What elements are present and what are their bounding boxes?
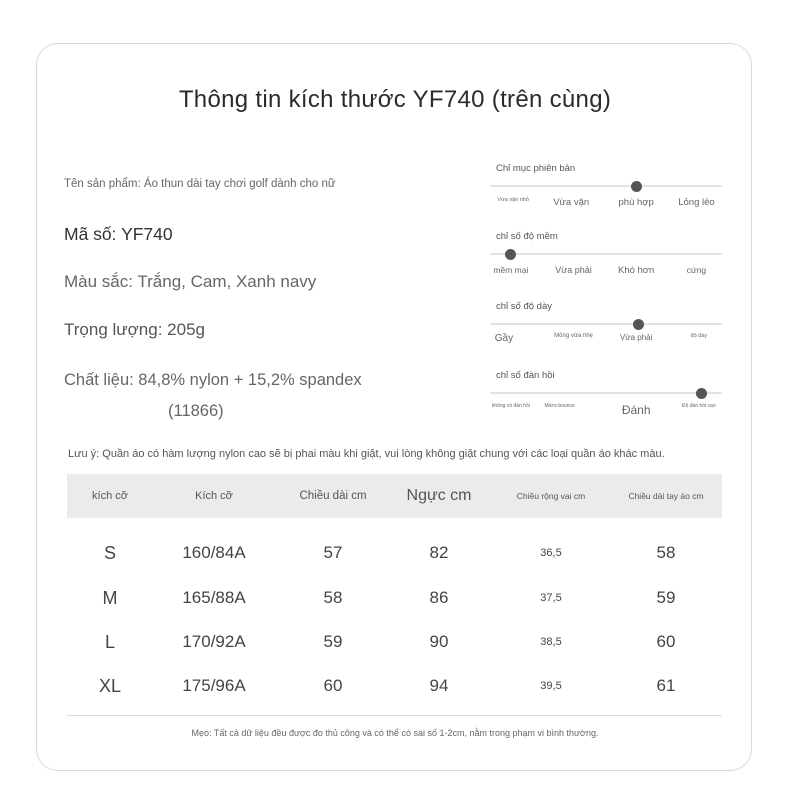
table-cell: 57 <box>323 543 343 562</box>
table-cell: 94 <box>429 676 449 695</box>
indicator-label: Vừa phải <box>619 333 653 342</box>
indicator-label: Vừa phải <box>555 265 592 275</box>
indicator-marker <box>696 388 707 399</box>
table-cell: 165/88A <box>182 588 246 607</box>
size-table-header <box>67 474 722 518</box>
table-cell: 36,5 <box>540 547 562 559</box>
indicator-label: Mỏng vừa nhẹ <box>554 333 593 339</box>
table-cell: 60 <box>323 676 343 695</box>
table-cell: 61 <box>656 676 676 695</box>
indicator-label: Khó hơn <box>617 265 655 276</box>
header-size: Kích cỡ <box>195 490 233 502</box>
table-cell: 59 <box>656 588 676 607</box>
indicator-label: Gầy <box>494 333 514 344</box>
indicator-label: phù hợp <box>618 197 654 208</box>
product-material: Chất liệu: 84,8% nylon + 15,2% spandex <box>64 371 362 389</box>
indicator-title: Chỉ mục phiên bản <box>496 163 576 174</box>
header-shoulder: Chiều rộng vai cm <box>516 491 586 501</box>
indicator-label: cứng <box>686 265 707 275</box>
indicator-label: không có đàn hồi <box>491 403 530 409</box>
care-note: Lưu ý: Quần áo có hàm lượng nylon cao sẽ bị phai màu khi giặt, vui lòng không giặt chung với các loại quần áo khác màu. <box>68 448 665 460</box>
indicator-title: chỉ số độ mềm <box>496 231 558 242</box>
table-cell: 58 <box>656 543 676 562</box>
product-material-code: (11866) <box>168 402 224 420</box>
indicator-label: Micro-bounce <box>544 403 575 409</box>
table-cell: 175/96A <box>182 676 246 695</box>
table-cell: 37,5 <box>540 592 562 604</box>
indicator-label: Độ đàn hồi cao <box>681 403 716 409</box>
table-divider <box>67 715 722 716</box>
indicator-marker <box>631 181 642 192</box>
table-cell: 38,5 <box>540 636 562 648</box>
indicator-track <box>490 323 722 325</box>
table-cell: XL <box>98 676 122 696</box>
table-cell: S <box>103 543 117 563</box>
indicator-label: Vừa vặn <box>553 197 590 208</box>
table-cell: 60 <box>656 632 676 651</box>
table-cell: L <box>104 632 116 652</box>
page-title: Thông tin kích thước YF740 (trên cùng) <box>178 86 612 113</box>
header-sleeve: Chiều dài tay áo cm <box>628 491 704 501</box>
indicator-label: độ dày <box>690 333 708 339</box>
indicator-title: chỉ số đàn hồi <box>496 370 555 381</box>
indicator-title: chỉ số độ dày <box>496 301 552 312</box>
table-cell: 58 <box>323 588 343 607</box>
product-code: Mã số: YF740 <box>64 224 173 244</box>
header-length: Chiều dài cm <box>299 490 367 502</box>
table-cell: 90 <box>429 632 449 651</box>
header-size-label: kích cỡ <box>92 490 128 502</box>
indicator-label: mềm mại <box>493 265 529 275</box>
table-cell: 82 <box>429 543 449 562</box>
indicator-track <box>490 253 722 255</box>
table-cell: 86 <box>429 588 449 607</box>
indicator-label: Đánh <box>621 403 651 417</box>
table-cell: 59 <box>323 632 343 651</box>
indicator-marker <box>633 319 644 330</box>
indicator-track <box>490 392 722 394</box>
product-colors: Màu sắc: Trắng, Cam, Xanh navy <box>64 272 317 291</box>
indicator-label: Lỏng lẻo <box>678 197 715 208</box>
table-cell: 160/84A <box>182 543 246 562</box>
table-cell: 170/92A <box>182 632 246 651</box>
table-cell: M <box>102 588 118 608</box>
indicator-marker <box>505 249 516 260</box>
indicator-track <box>490 185 722 187</box>
product-name: Tên sản phẩm: Áo thun dài tay chơi golf dành cho nữ <box>64 178 336 190</box>
table-cell: 39,5 <box>540 680 562 692</box>
header-chest: Ngực cm <box>406 487 472 504</box>
product-weight: Trọng lượng: 205g <box>64 320 205 339</box>
indicator-label: Vừa vặn nhỏ <box>497 197 529 203</box>
measurement-tip: Mẹo: Tất cả dữ liệu đều được đo thủ công và có thể có sai số 1-2cm, nằm trong phạm vi bình thường. <box>191 728 599 738</box>
